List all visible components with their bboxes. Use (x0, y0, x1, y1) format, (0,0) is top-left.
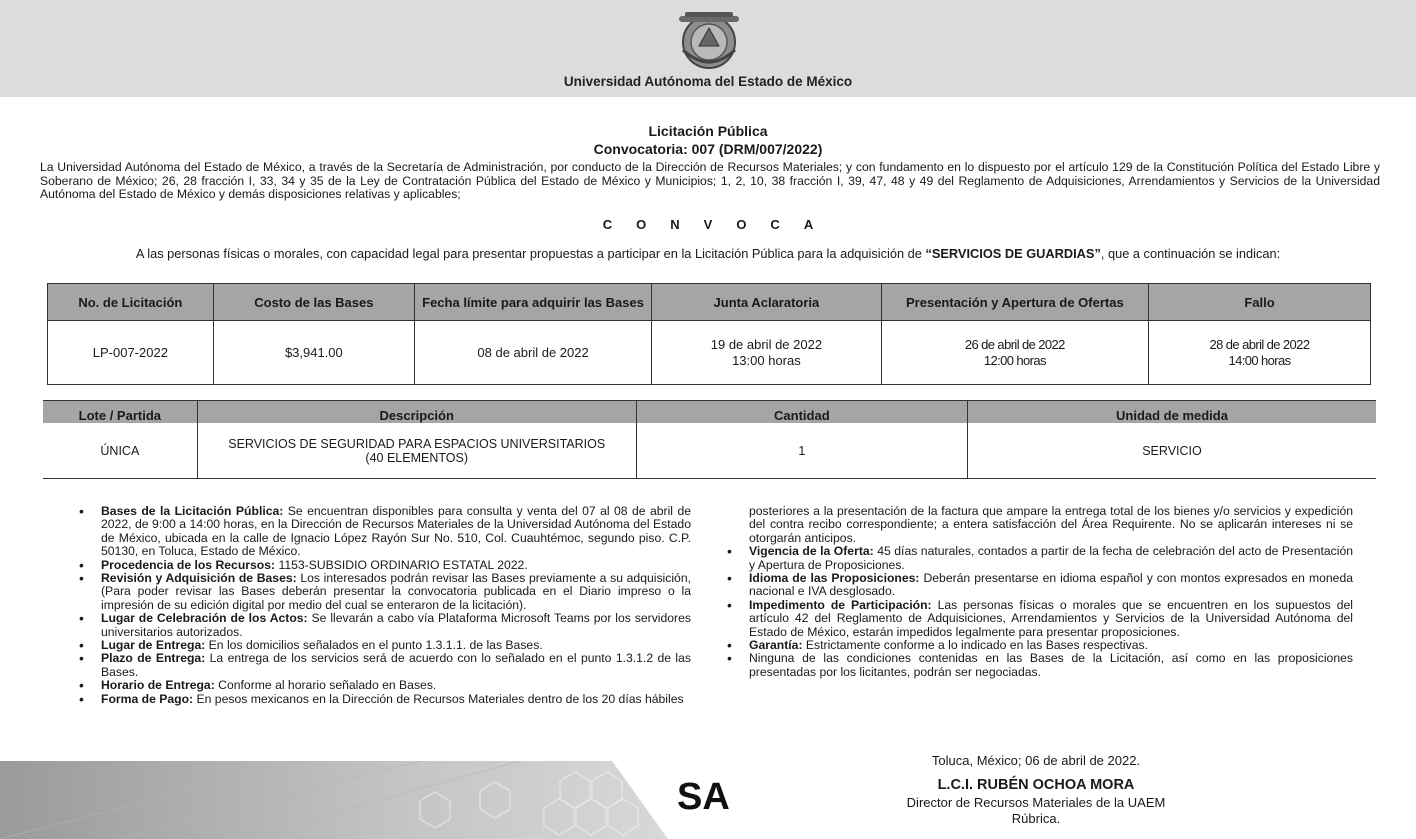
signer-role: Director de Recursos Materiales de la UAEM (906, 795, 1166, 810)
item-label: Lugar de Celebración de los Actos: (101, 611, 308, 626)
cell-descripcion (197, 423, 636, 479)
convoca-heading: CONVOCA (602, 217, 838, 232)
list-item (749, 599, 1353, 639)
item-text: Estrictamente conforme a lo indicado en las Bases respectivas. (802, 638, 1148, 653)
table-header-row (43, 401, 1376, 424)
list-item (101, 572, 691, 612)
item-text: Deberán presentarse en idioma español y con montos expresados en moneda nacional e IVA desglosado. (749, 571, 1353, 599)
list-item (101, 639, 691, 652)
fallo-hora: 14:00 horas (1228, 352, 1291, 368)
signature-note: Rúbrica. (1011, 811, 1061, 826)
item-text: Los interesados podrán revisar las Bases previamente a su adquisición, (Para poder revisar las Bases deberán presentar la convocatoria publicada en el Diario impreso o la impresión de su edición digital por medio del cual se enteraron de la licitación). (101, 571, 691, 612)
invitation-line (0, 246, 1416, 261)
header-unidad: Unidad de medida (967, 401, 1376, 424)
section-code: SA (677, 776, 730, 818)
list-item (101, 679, 691, 692)
list-item (101, 612, 691, 639)
item-label: Vigencia de la Oferta: (749, 544, 874, 559)
item-label: Horario de Entrega: (101, 678, 215, 693)
junta-hora: 13:00 horas (732, 352, 801, 368)
table-row (43, 423, 1376, 479)
document-subtitle: Convocatoria: 007 (DRM/007/2022) (593, 141, 823, 157)
item-text: 45 días naturales, contados a partir de la fecha de celebración del acto de Presentación y Apertura de Proposiciones. (749, 544, 1354, 572)
cell-presentacion (881, 321, 1148, 385)
item-label: Garantía: (749, 638, 803, 653)
table-row (48, 321, 1371, 385)
item-text: En pesos mexicanos en la Dirección de Recursos Materiales dentro de los 20 días hábiles (193, 691, 684, 706)
item-label: Revisión y Adquisición de Bases: (101, 571, 297, 586)
decorative-footer-band (0, 761, 668, 839)
header-fecha-limite: Fecha límite para adquirir las Bases (415, 284, 652, 321)
item-text: Las personas físicas o morales que se encuentren en los supuestos del artículo 42 del Reglamento de Adquisiciones, Arrendamientos y Servicios de la Universidad Autónoma del Estado de México, estarán impedidos legalmente para presentar proposiciones. (749, 597, 1353, 639)
list-item (749, 572, 1353, 599)
item-text: Ninguna de las condiciones contenidas en las Bases de la Licitación, así como en las proposiciones presentadas por los licitantes, podrán ser negociadas. (749, 651, 1353, 679)
item-label: Idioma de las Proposiciones: (749, 571, 920, 586)
header-junta: Junta Aclaratoria (652, 284, 882, 321)
list-item (749, 639, 1353, 652)
header-costo: Costo de las Bases (213, 284, 414, 321)
descripcion-line-1: SERVICIOS DE SEGURIDAD PARA ESPACIOS UNIVERSITARIOS (228, 436, 606, 451)
page-header (0, 0, 1416, 97)
list-item (101, 652, 691, 679)
university-name: Universidad Autónoma del Estado de México (563, 74, 853, 89)
item-label: Bases de la Licitación Pública: (101, 504, 284, 518)
item-text: Se encuentran disponibles para consulta y venta del 07 al 08 de abril de 2022, de 9:00 a 14:00 horas, en la Dirección de Recursos Materiales de la Universidad Autónoma del Estado de México, ubicada en la calle de Ignacio López Rayón Sur No. 510, Col. Cuauhtémoc, segundo piso. C.P. 50130, en Toluca, Estado de México. (101, 504, 691, 559)
invitation-service-name: “SERVICIOS DE GUARDIAS” (925, 246, 1101, 261)
header-lote: Lote / Partida (43, 401, 197, 424)
item-label: Forma de Pago: (101, 691, 194, 706)
items-table (43, 400, 1376, 479)
header-fallo: Fallo (1149, 284, 1371, 321)
cell-junta (652, 321, 882, 385)
invitation-text-before: A las personas físicas o morales, con capacidad legal para presentar propuestas a participar en la Licitación Pública para la adquisición de (135, 246, 926, 261)
document-title: Licitación Pública (648, 123, 768, 139)
cell-cantidad: 1 (636, 423, 967, 479)
item-text: Conforme al horario señalado en Bases. (214, 678, 437, 693)
cell-fallo (1149, 321, 1371, 385)
intro-paragraph: La Universidad Autónoma del Estado de México, a través de la Secretaría de Administración, por conducto de la Dirección de Recursos Materiales; y con fundamento en lo dispuesto por el artículo 129 de la Constitución Política del Estado Libre y Soberano de México; 26, 28 fracción I, 33, 34 y 35 de la Ley de Contratación Pública del Estado de México y Municipios; 1, 2, 10, 38 fracción I, 39, 47, 48 y 49 del Reglamento de Adquisiciones, Arrendamientos y Servicios de la Universidad Autónoma del Estado de México y demás disposiciones relativas y aplicables; (40, 160, 1380, 202)
list-item-continuation: posteriores a la presentación de la factura que ampare la entrega total de los bienes y/o servicios y expedición del contra recibo correspondiente; a entera satisfacción del Área Requirente. No se aplicarán intereses ni se otorgarán anticipos. (749, 504, 1353, 545)
place-date: Toluca, México; 06 de abril de 2022. (931, 753, 1141, 768)
cell-fecha-limite: 08 de abril de 2022 (415, 321, 652, 385)
signer-name: L.C.I. RUBÉN OCHOA MORA (937, 777, 1135, 793)
cell-costo: $3,941.00 (213, 321, 414, 385)
item-text: En los domicilios señalados en el punto 1.3.1.1. de las Bases. (205, 638, 543, 653)
conditions-right-column (749, 505, 1353, 679)
item-text: 1153-SUBSIDIO ORDINARIO ESTATAL 2022. (275, 557, 528, 572)
item-label: Procedencia de los Recursos: (101, 557, 276, 572)
list-item (101, 693, 691, 706)
fallo-fecha: 28 de abril de 2022 (1209, 336, 1310, 352)
item-text: Se llevarán a cabo vía Plataforma Microsoft Teams por los servidores universitarios autorizados. (101, 611, 691, 639)
invitation-text-after: , que a continuación se indican: (1100, 246, 1281, 261)
item-label: Lugar de Entrega: (101, 638, 206, 653)
conditions-left-column (101, 505, 691, 706)
header-presentacion: Presentación y Apertura de Ofertas (881, 284, 1148, 321)
item-label: Impedimento de Participación: (749, 597, 932, 612)
header-descripcion: Descripción (197, 401, 636, 424)
item-text: La entrega de los servicios será de acuerdo con lo señalado en el punto 1.3.1.2 de las Bases. (101, 651, 691, 679)
university-seal-icon (675, 10, 743, 70)
list-item (749, 652, 1353, 679)
presentacion-fecha: 26 de abril de 2022 (964, 336, 1065, 352)
presentacion-hora: 12:00 horas (983, 352, 1046, 368)
tender-schedule-table (47, 283, 1371, 385)
table-header-row (48, 284, 1371, 321)
list-item (101, 559, 691, 572)
list-item (101, 505, 691, 559)
descripcion-line-2: (40 ELEMENTOS) (365, 450, 468, 465)
junta-fecha: 19 de abril de 2022 (710, 336, 823, 352)
header-numero: No. de Licitación (48, 284, 214, 321)
cell-lote: ÚNICA (43, 423, 197, 479)
cell-unidad: SERVICIO (967, 423, 1376, 479)
item-label: Plazo de Entrega: (101, 651, 206, 666)
cell-numero: LP-007-2022 (48, 321, 214, 385)
list-item (749, 545, 1353, 572)
header-cantidad: Cantidad (636, 401, 967, 424)
